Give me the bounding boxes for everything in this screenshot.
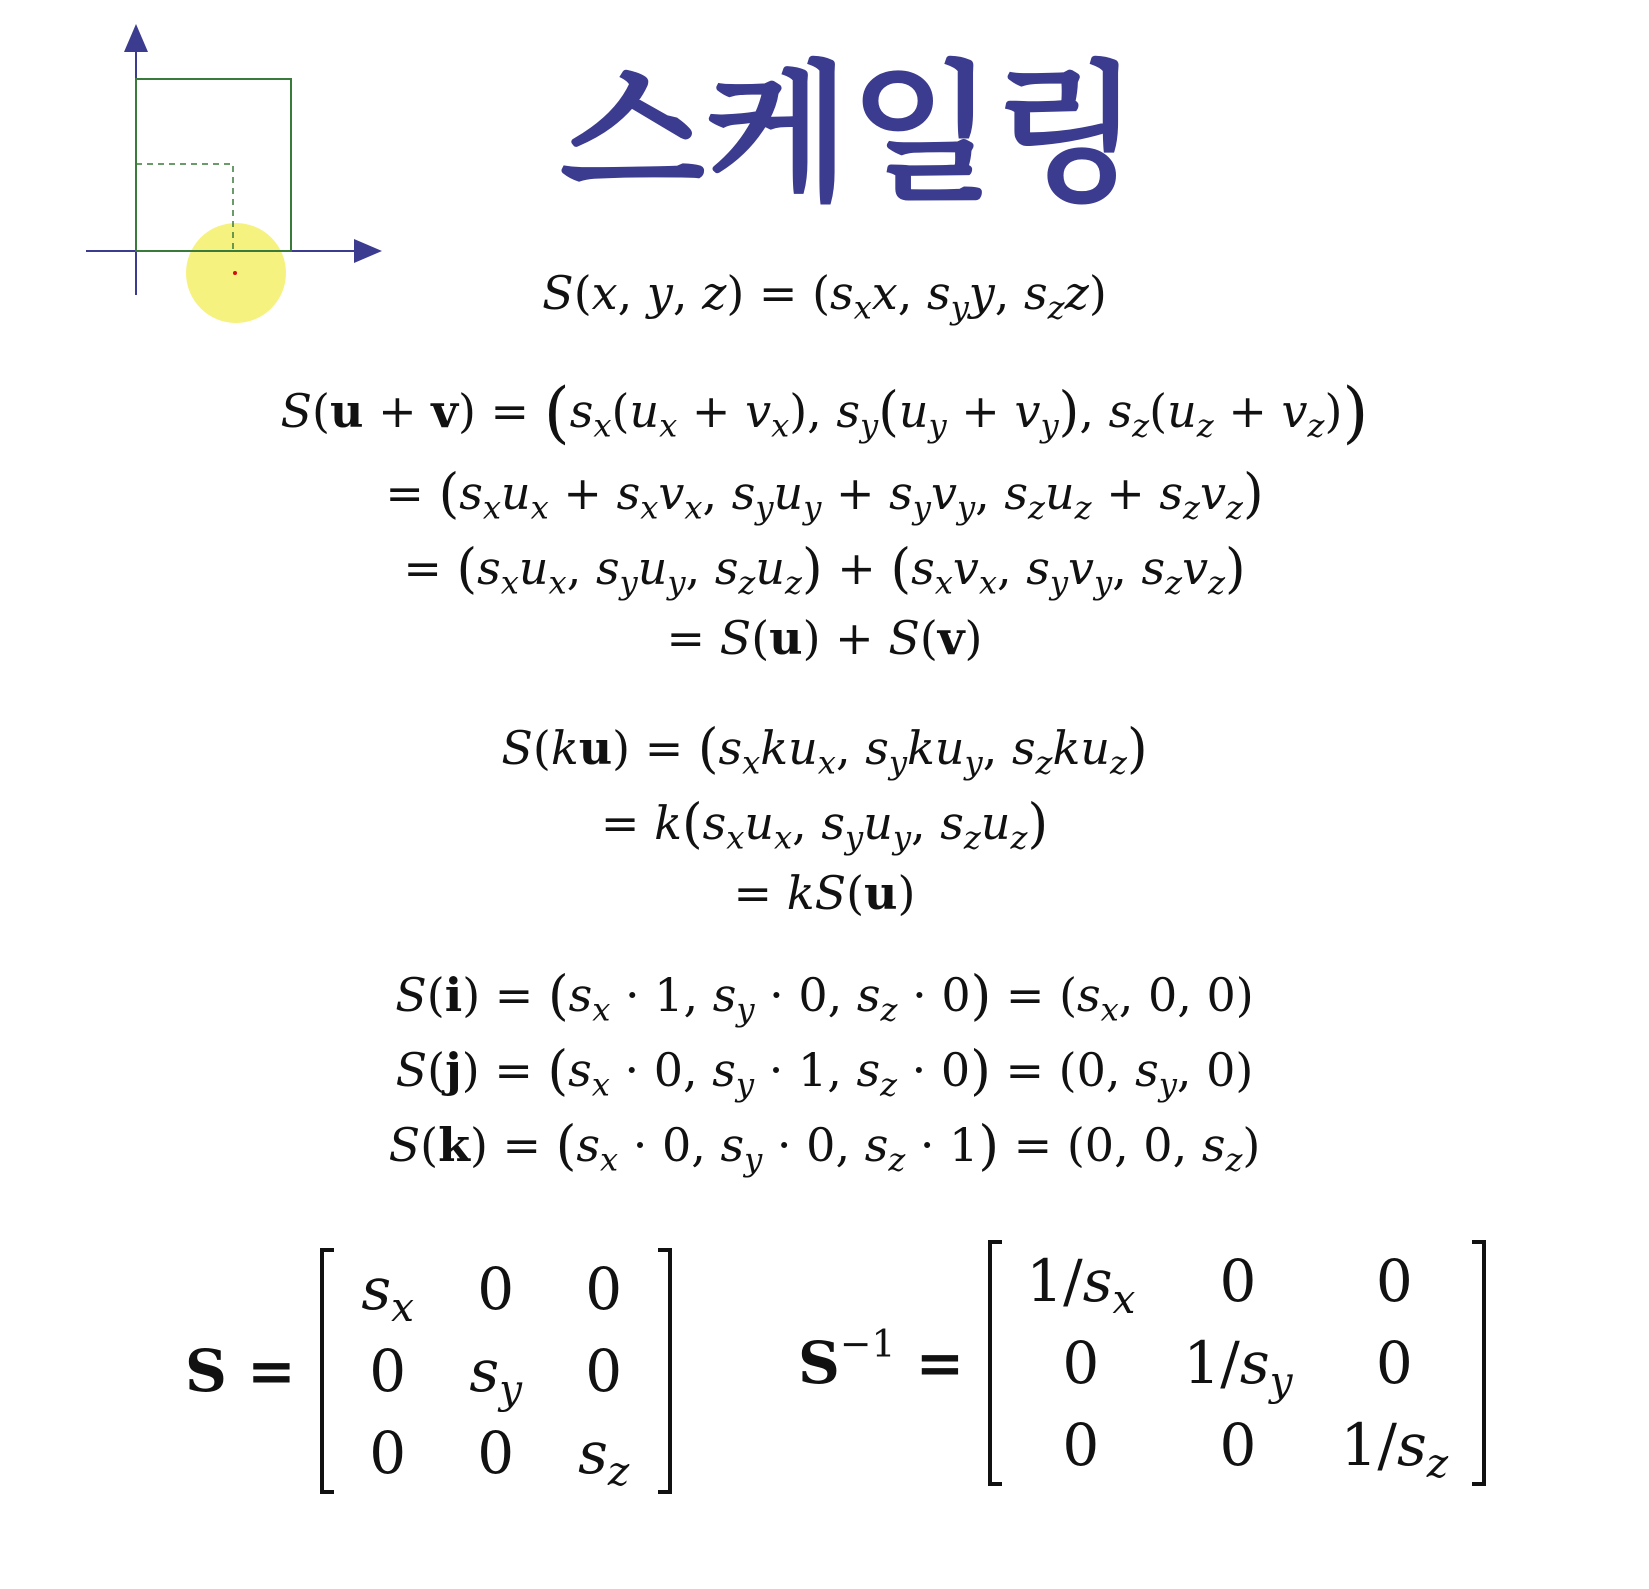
equation-basis-k: $S(k) = (s_x \cdot 0$, $s_y \cdot 0$, $s_z \cdot 1) = (0$, 0, $s_z$) bbox=[388, 1115, 1261, 1179]
equation-homogeneity-line3: = kS(u) bbox=[733, 866, 916, 920]
matrix-s-cell: 0 bbox=[369, 1419, 407, 1487]
equation-homogeneity-line2: = $k(s_xu_x$, $s_yu_y$, $s_zu_z$) bbox=[600, 793, 1049, 857]
inverse-scaling-matrix bbox=[798, 1240, 1486, 1486]
matrix-s-inv-cell: 0 bbox=[1219, 1411, 1257, 1479]
matrix-s-inv-cell: $1/s_y$ bbox=[1183, 1329, 1293, 1406]
matrix-s-inv-cell: $1/s_x$ bbox=[1026, 1247, 1136, 1324]
equation-additivity-line4: = S(u) + S(v) bbox=[666, 611, 983, 665]
equation-additivity-line2: = ($s_xu_x + s_xv_x$, $s_yu_y + s_yv_y$, $s_zu_z + s_zv_z$) bbox=[385, 463, 1264, 527]
scaled-box bbox=[136, 79, 291, 251]
matrix-s-inv-cell: $1/s_z$ bbox=[1340, 1411, 1449, 1488]
matrix-s-inv-cell: 0 bbox=[1062, 1329, 1100, 1397]
matrix-s-label: S = bbox=[185, 1337, 296, 1405]
matrix-s-inv-cell: 0 bbox=[1219, 1247, 1257, 1315]
matrix-s-inv-cell: 0 bbox=[1375, 1329, 1413, 1397]
matrix-s-cell: 0 bbox=[369, 1337, 407, 1405]
matrix-s-inv-grid bbox=[988, 1240, 1486, 1486]
matrix-s-grid bbox=[320, 1248, 672, 1494]
matrix-s-cell: $s_z$ bbox=[578, 1419, 630, 1496]
equation-homogeneity-line1: $S(ku) = (s_xku_x$, $s_yku_y$, $s_zku_z$) bbox=[501, 718, 1148, 782]
matrix-s-cell: 0 bbox=[477, 1255, 515, 1323]
matrix-s-cell: 0 bbox=[585, 1255, 623, 1323]
slide-title: 스케일링 bbox=[560, 48, 1140, 222]
equation-basis-j: $S(j) = (s_x \cdot 0$, $s_y \cdot 1$, $s_z \cdot 0) = (0$, $s_y$, 0) bbox=[395, 1040, 1254, 1104]
matrix-s-inv-cell: 0 bbox=[1375, 1247, 1413, 1315]
equation-basis-i: $S(i) = (s_x \cdot 1$, $s_y \cdot 0$, $s_z \cdot 0) = (s_x$, 0, 0) bbox=[395, 965, 1254, 1029]
matrix-s-cell: $s_y$ bbox=[469, 1337, 523, 1414]
equation-additivity-line1: $S(u + v) = (s_x(u_x + v_x)$, $s_y(u_y + v_y)$, $s_z(u_z + v_z)$) bbox=[280, 373, 1369, 451]
matrix-s-cell: $s_x$ bbox=[361, 1255, 415, 1332]
matrix-s-inv-cell: 0 bbox=[1062, 1411, 1100, 1479]
matrix-s-cell: 0 bbox=[585, 1337, 623, 1405]
scaling-matrix bbox=[185, 1248, 672, 1494]
matrix-s-cell: 0 bbox=[477, 1419, 515, 1487]
equation-additivity-line3: = ($s_xu_x$, $s_yu_y$, $s_zu_z) + (s_xv_x$, $s_yv_y$, $s_zv_z$) bbox=[403, 538, 1246, 602]
matrix-s-inv-label: $S^{-1}$ = bbox=[798, 1321, 965, 1397]
equation-definition: S(x, y, $z) = (s_xx$, $s_yy$, $s_zz$) bbox=[542, 266, 1107, 327]
